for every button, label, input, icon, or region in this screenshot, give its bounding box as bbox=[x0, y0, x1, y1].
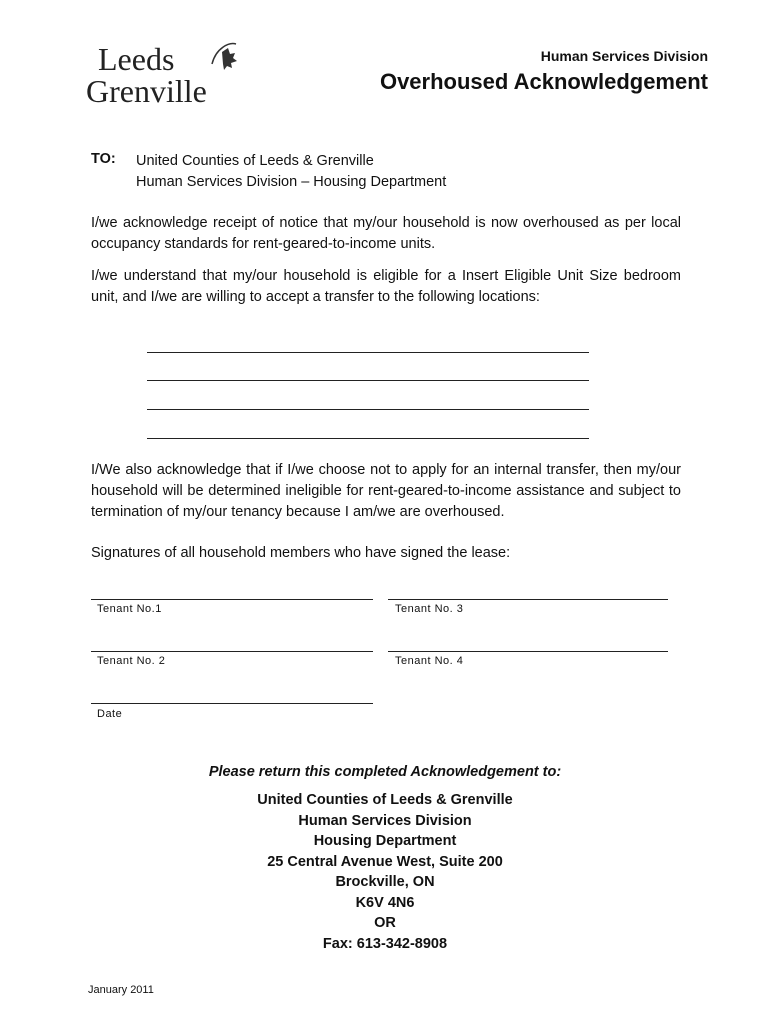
return-address-line: OR bbox=[374, 915, 396, 931]
tenant-2-label: Tenant No. 2 bbox=[97, 655, 166, 667]
return-instruction: Please return this completed Acknowledgement to: bbox=[208, 764, 562, 780]
to-label: TO: bbox=[91, 151, 116, 167]
location-line-2[interactable] bbox=[147, 380, 589, 381]
signature-line-tenant-2[interactable] bbox=[91, 651, 373, 652]
signature-line-date[interactable] bbox=[91, 703, 373, 704]
to-address-line-2: Human Services Division – Housing Department bbox=[136, 174, 447, 190]
leeds-grenville-logo bbox=[84, 38, 244, 108]
return-address bbox=[0, 790, 770, 954]
logo-text-grenville: Grenville bbox=[86, 73, 207, 108]
return-address-line: United Counties of Leeds & Grenville bbox=[257, 792, 513, 808]
tenant-3-label: Tenant No. 3 bbox=[395, 603, 464, 615]
return-address-line: Brockville, ON bbox=[335, 874, 435, 890]
location-line-1[interactable] bbox=[147, 352, 589, 353]
division-heading: Human Services Division bbox=[540, 48, 708, 64]
paragraph-signatures-intro: Signatures of all household members who have signed the lease: bbox=[91, 545, 511, 561]
signature-line-tenant-4[interactable] bbox=[388, 651, 668, 652]
location-line-4[interactable] bbox=[147, 438, 589, 439]
page-title: Overhoused Acknowledgement bbox=[379, 69, 708, 94]
return-address-line: Housing Department bbox=[313, 833, 457, 849]
logo-text-leeds: Leeds bbox=[98, 41, 175, 77]
signature-line-tenant-1[interactable] bbox=[91, 599, 373, 600]
tenant-4-label: Tenant No. 4 bbox=[395, 655, 464, 667]
location-line-3[interactable] bbox=[147, 409, 589, 410]
fax-number: Fax: 613-342-8908 bbox=[322, 935, 448, 952]
revision-date: January 2011 bbox=[88, 984, 154, 996]
paragraph-eligible-unit: I/we understand that my/our household is eligible for a Insert Eligible Unit Size bedroom unit, and I/we are willing to accept a transfer to the following locations: bbox=[91, 268, 681, 305]
maple-leaf-icon bbox=[222, 48, 237, 70]
date-label: Date bbox=[97, 708, 123, 720]
paragraph-ineligibility: I/We also acknowledge that if I/we choose not to apply for an internal transfer, then my/our household will be determined ineligible for rent-geared-to-income assistance and subject to termination of my/our tenancy because I am/we are overhoused. bbox=[91, 462, 681, 520]
paragraph-acknowledge-receipt: I/we acknowledge receipt of notice that my/our household is now overhoused as per local occupancy standards for rent-geared-to-income units. bbox=[91, 215, 681, 252]
to-address-line-1: United Counties of Leeds & Grenville bbox=[136, 153, 374, 169]
logo-graphic bbox=[84, 38, 244, 108]
return-address-line: K6V 4N6 bbox=[355, 894, 415, 911]
return-address-line: 25 Central Avenue West, Suite 200 bbox=[267, 853, 503, 870]
tenant-1-label: Tenant No.1 bbox=[97, 603, 162, 615]
to-address bbox=[136, 151, 446, 193]
signature-line-tenant-3[interactable] bbox=[388, 599, 668, 600]
return-address-line: Human Services Division bbox=[298, 812, 472, 829]
